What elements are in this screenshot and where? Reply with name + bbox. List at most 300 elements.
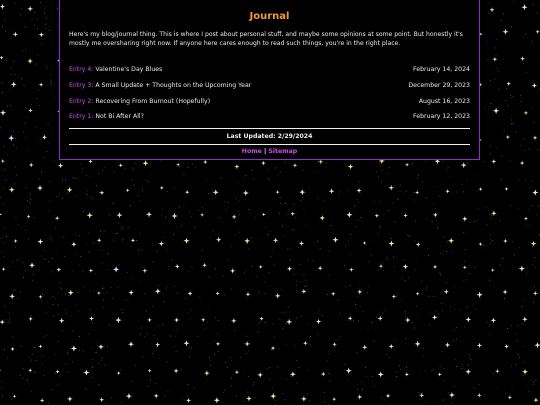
sitemap-link[interactable]: Sitemap (268, 147, 298, 155)
star-sparkle (521, 4, 527, 10)
entry-4-link[interactable]: Entry 4: (69, 66, 94, 74)
star-dot (525, 34, 526, 35)
star-sparkle (230, 268, 235, 273)
star-dot (357, 352, 358, 353)
star-sparkle (502, 29, 508, 35)
star-dot (523, 362, 524, 363)
star-dot (83, 271, 84, 272)
star-dot (2, 396, 3, 397)
star-dot (57, 8, 58, 9)
star-dot (57, 26, 58, 27)
star-dot (16, 217, 17, 218)
star-sparkle (204, 370, 210, 376)
star-dot (239, 214, 240, 215)
star-dot (231, 378, 232, 379)
star-dot (243, 178, 244, 179)
star-sparkle (235, 370, 239, 374)
entry-title: A Small Update + Thoughts on the Upcoming Year (95, 82, 252, 90)
star-dot (36, 127, 37, 128)
star-dot (272, 250, 273, 251)
star-dot (372, 376, 373, 377)
star-dot (99, 345, 100, 346)
star-dot (231, 289, 232, 290)
star-dot (86, 175, 87, 176)
star-dot (46, 66, 47, 67)
star-dot (194, 388, 195, 389)
star-dot (259, 291, 260, 292)
star-dot (187, 313, 188, 314)
star-dot (405, 311, 406, 312)
star-dot (202, 250, 203, 251)
star-dot (459, 309, 460, 310)
star-dot (128, 227, 129, 228)
star-dot (167, 249, 168, 250)
star-dot (62, 330, 63, 331)
star-dot (78, 311, 79, 312)
star-dot (277, 367, 278, 368)
star-dot (10, 30, 11, 31)
star-dot (280, 203, 281, 204)
star-dot (404, 259, 405, 260)
star-dot (259, 322, 260, 323)
entry-heading (69, 98, 210, 105)
star-dot (27, 200, 28, 201)
star-dot (477, 220, 478, 221)
star-sparkle (37, 239, 43, 245)
star-dot (20, 375, 21, 376)
star-dot (469, 273, 470, 274)
star-dot (463, 281, 464, 282)
star-sparkle (183, 340, 189, 346)
star-sparkle (213, 189, 219, 195)
star-dot (400, 369, 401, 370)
star-dot (518, 208, 519, 209)
star-sparkle (270, 393, 276, 399)
star-sparkle (113, 266, 119, 272)
star-dot (304, 275, 305, 276)
star-sparkle (332, 237, 338, 243)
star-dot (189, 211, 190, 212)
star-dot (406, 367, 407, 368)
star-dot (518, 269, 519, 270)
star-dot (104, 167, 105, 168)
star-dot (158, 326, 159, 327)
star-dot (480, 298, 481, 299)
star-dot (258, 332, 259, 333)
star-dot (405, 317, 406, 318)
star-dot (41, 256, 42, 257)
star-dot (35, 64, 36, 65)
star-dot (275, 168, 276, 169)
star-dot (520, 95, 521, 96)
star-dot (490, 146, 491, 147)
star-dot (440, 273, 441, 274)
star-sparkle (403, 213, 407, 217)
star-dot (67, 193, 68, 194)
star-sparkle (293, 163, 297, 167)
star-dot (421, 393, 422, 394)
star-dot (447, 241, 448, 242)
star-dot (489, 280, 490, 281)
star-dot (98, 384, 99, 385)
star-dot (506, 88, 507, 89)
star-dot (48, 143, 49, 144)
star-dot (164, 396, 165, 397)
star-dot (126, 300, 127, 301)
star-dot (326, 163, 327, 164)
star-dot (134, 185, 135, 186)
star-dot (6, 60, 7, 61)
star-dot (15, 247, 16, 248)
star-dot (223, 276, 224, 277)
star-sparkle (98, 344, 104, 350)
star-dot (295, 217, 296, 218)
star-dot (41, 172, 42, 173)
star-dot (339, 191, 340, 192)
entry-1-link[interactable]: Entry 1: (69, 113, 94, 121)
star-sparkle (303, 341, 308, 346)
star-dot (379, 227, 380, 228)
star-dot (74, 177, 75, 178)
star-dot (209, 358, 210, 359)
star-dot (37, 19, 38, 20)
star-dot (43, 375, 44, 376)
star-dot (491, 235, 492, 236)
star-dot (31, 104, 32, 105)
star-dot (521, 101, 522, 102)
star-dot (267, 234, 268, 235)
star-dot (187, 396, 188, 397)
star-sparkle (38, 344, 42, 348)
star-dot (31, 315, 32, 316)
star-dot (35, 372, 36, 373)
star-dot (510, 95, 511, 96)
star-dot (13, 145, 14, 146)
star-dot (467, 307, 468, 308)
star-sparkle (432, 315, 437, 320)
star-dot (281, 290, 282, 291)
star-dot (436, 311, 437, 312)
star-dot (491, 215, 492, 216)
star-dot (464, 261, 465, 262)
star-dot (107, 254, 108, 255)
star-dot (265, 227, 266, 228)
star-sparkle (14, 239, 18, 243)
star-sparkle (444, 289, 449, 294)
star-dot (13, 61, 14, 62)
star-dot (493, 374, 494, 375)
list-item (69, 93, 470, 109)
star-dot (51, 239, 52, 240)
star-dot (362, 389, 363, 390)
star-dot (130, 205, 131, 206)
star-dot (415, 221, 416, 222)
star-dot (28, 239, 29, 240)
star-dot (462, 184, 463, 185)
star-sparkle (419, 393, 424, 398)
star-dot (57, 196, 58, 197)
star-dot (443, 380, 444, 381)
star-dot (68, 354, 69, 355)
star-dot (464, 327, 465, 328)
star-dot (97, 342, 98, 343)
star-dot (378, 177, 379, 178)
star-dot (511, 366, 512, 367)
star-dot (206, 178, 207, 179)
star-dot (98, 173, 99, 174)
star-dot (50, 82, 51, 83)
star-dot (117, 314, 118, 315)
star-dot (6, 319, 7, 320)
star-dot (51, 80, 52, 81)
star-dot (469, 265, 470, 266)
star-dot (294, 204, 295, 205)
star-dot (122, 312, 123, 313)
star-sparkle (42, 135, 47, 140)
star-sparkle (89, 268, 93, 272)
star-dot (401, 214, 402, 215)
star-dot (410, 236, 411, 237)
star-dot (413, 192, 414, 193)
star-sparkle (415, 190, 419, 194)
star-dot (5, 180, 6, 181)
star-dot (318, 313, 319, 314)
star-dot (498, 71, 499, 72)
star-dot (96, 352, 97, 353)
star-dot (357, 296, 358, 297)
star-dot (296, 285, 297, 286)
star-dot (54, 316, 55, 317)
star-dot (317, 241, 318, 242)
star-dot (76, 178, 77, 179)
star-sparkle (491, 318, 496, 323)
star-dot (442, 311, 443, 312)
star-dot (157, 251, 158, 252)
star-dot (272, 388, 273, 389)
entry-3-link[interactable]: Entry 3: (69, 82, 94, 90)
star-dot (69, 295, 70, 296)
star-dot (37, 55, 38, 56)
star-dot (353, 320, 354, 321)
star-dot (27, 117, 28, 118)
star-dot (72, 331, 73, 332)
star-dot (519, 179, 520, 180)
star-dot (47, 151, 48, 152)
star-dot (39, 179, 40, 180)
journal-panel (59, 0, 480, 160)
star-dot (61, 288, 62, 289)
star-dot (4, 169, 5, 170)
star-dot (161, 160, 162, 161)
star-sparkle (492, 57, 497, 62)
star-sparkle (405, 317, 411, 323)
star-dot (279, 319, 280, 320)
star-dot (295, 345, 296, 346)
star-dot (73, 178, 74, 179)
star-sparkle (116, 212, 122, 218)
star-dot (11, 399, 12, 400)
star-dot (433, 203, 434, 204)
star-dot (383, 317, 384, 318)
star-dot (305, 280, 306, 281)
star-dot (4, 20, 5, 21)
star-dot (420, 399, 421, 400)
star-dot (523, 36, 524, 37)
star-dot (513, 123, 514, 124)
entry-date: August 16, 2023 (418, 97, 470, 105)
star-dot (46, 312, 47, 313)
star-dot (414, 200, 415, 201)
star-dot (214, 354, 215, 355)
star-sparkle (126, 188, 130, 192)
star-dot (400, 185, 401, 186)
entry-2-link[interactable]: Entry 2: (69, 97, 94, 105)
star-dot (385, 310, 386, 311)
star-dot (168, 391, 169, 392)
star-dot (267, 217, 268, 218)
star-dot (396, 297, 397, 298)
star-dot (121, 369, 122, 370)
star-dot (442, 400, 443, 401)
star-dot (208, 277, 209, 278)
star-dot (253, 384, 254, 385)
star-dot (37, 98, 38, 99)
star-dot (310, 344, 311, 345)
star-sparkle (10, 347, 14, 351)
star-sparkle (286, 319, 292, 325)
star-dot (523, 375, 524, 376)
star-dot (496, 39, 497, 40)
star-dot (372, 322, 373, 323)
star-dot (33, 274, 34, 275)
star-dot (456, 339, 457, 340)
star-dot (450, 205, 451, 206)
star-dot (337, 300, 338, 301)
star-dot (529, 149, 530, 150)
star-dot (112, 298, 113, 299)
star-dot (298, 247, 299, 248)
nav-separator: | (264, 147, 267, 155)
star-dot (317, 334, 318, 335)
star-dot (44, 9, 45, 10)
star-sparkle (375, 213, 380, 218)
star-dot (288, 307, 289, 308)
star-dot (165, 217, 166, 218)
star-sparkle (534, 342, 540, 348)
star-dot (22, 51, 23, 52)
star-dot (66, 313, 67, 314)
star-dot (0, 128, 1, 129)
star-dot (93, 212, 94, 213)
star-dot (397, 198, 398, 199)
star-dot (90, 309, 91, 310)
star-dot (533, 384, 534, 385)
star-dot (26, 270, 27, 271)
star-dot (361, 382, 362, 383)
star-dot (16, 175, 17, 176)
star-dot (72, 362, 73, 363)
star-dot (463, 191, 464, 192)
star-sparkle (27, 6, 33, 12)
star-dot (209, 265, 210, 266)
star-dot (131, 381, 132, 382)
star-dot (252, 169, 253, 170)
star-dot (16, 138, 17, 139)
star-dot (52, 390, 53, 391)
star-sparkle (2, 267, 6, 271)
star-dot (467, 179, 468, 180)
star-sparkle (0, 56, 4, 60)
star-dot (264, 322, 265, 323)
star-dot (181, 225, 182, 226)
star-dot (12, 261, 13, 262)
star-dot (526, 225, 527, 226)
star-dot (15, 290, 16, 291)
star-dot (531, 380, 532, 381)
star-dot (13, 131, 14, 132)
star-sparkle (143, 160, 149, 166)
star-dot (534, 287, 535, 288)
star-dot (28, 357, 29, 358)
star-dot (378, 233, 379, 234)
star-dot (327, 360, 328, 361)
home-link[interactable]: Home (241, 147, 262, 155)
star-dot (504, 130, 505, 131)
star-dot (503, 269, 504, 270)
star-dot (490, 334, 491, 335)
star-dot (433, 296, 434, 297)
star-dot (288, 249, 289, 250)
star-dot (388, 173, 389, 174)
star-dot (381, 166, 382, 167)
star-dot (215, 317, 216, 318)
star-dot (59, 283, 60, 284)
star-dot (62, 198, 63, 199)
star-sparkle (357, 289, 362, 294)
star-dot (477, 208, 478, 209)
star-dot (106, 269, 107, 270)
star-dot (132, 168, 133, 169)
star-sparkle (461, 162, 467, 168)
star-dot (442, 351, 443, 352)
star-sparkle (257, 372, 263, 378)
star-dot (113, 240, 114, 241)
star-dot (448, 167, 449, 168)
star-dot (79, 350, 80, 351)
star-dot (303, 197, 304, 198)
star-dot (300, 264, 301, 265)
star-dot (41, 140, 42, 141)
star-sparkle (39, 82, 43, 86)
star-dot (76, 235, 77, 236)
star-dot (397, 372, 398, 373)
star-dot (239, 201, 240, 202)
star-dot (146, 311, 147, 312)
star-dot (538, 206, 539, 207)
star-dot (317, 162, 318, 163)
star-dot (348, 241, 349, 242)
star-dot (366, 245, 367, 246)
star-dot (177, 329, 178, 330)
star-dot (170, 336, 171, 337)
star-dot (246, 243, 247, 244)
star-dot (421, 281, 422, 282)
star-dot (236, 396, 237, 397)
star-dot (20, 14, 21, 15)
star-dot (427, 248, 428, 249)
star-dot (488, 13, 489, 14)
star-dot (339, 337, 340, 338)
